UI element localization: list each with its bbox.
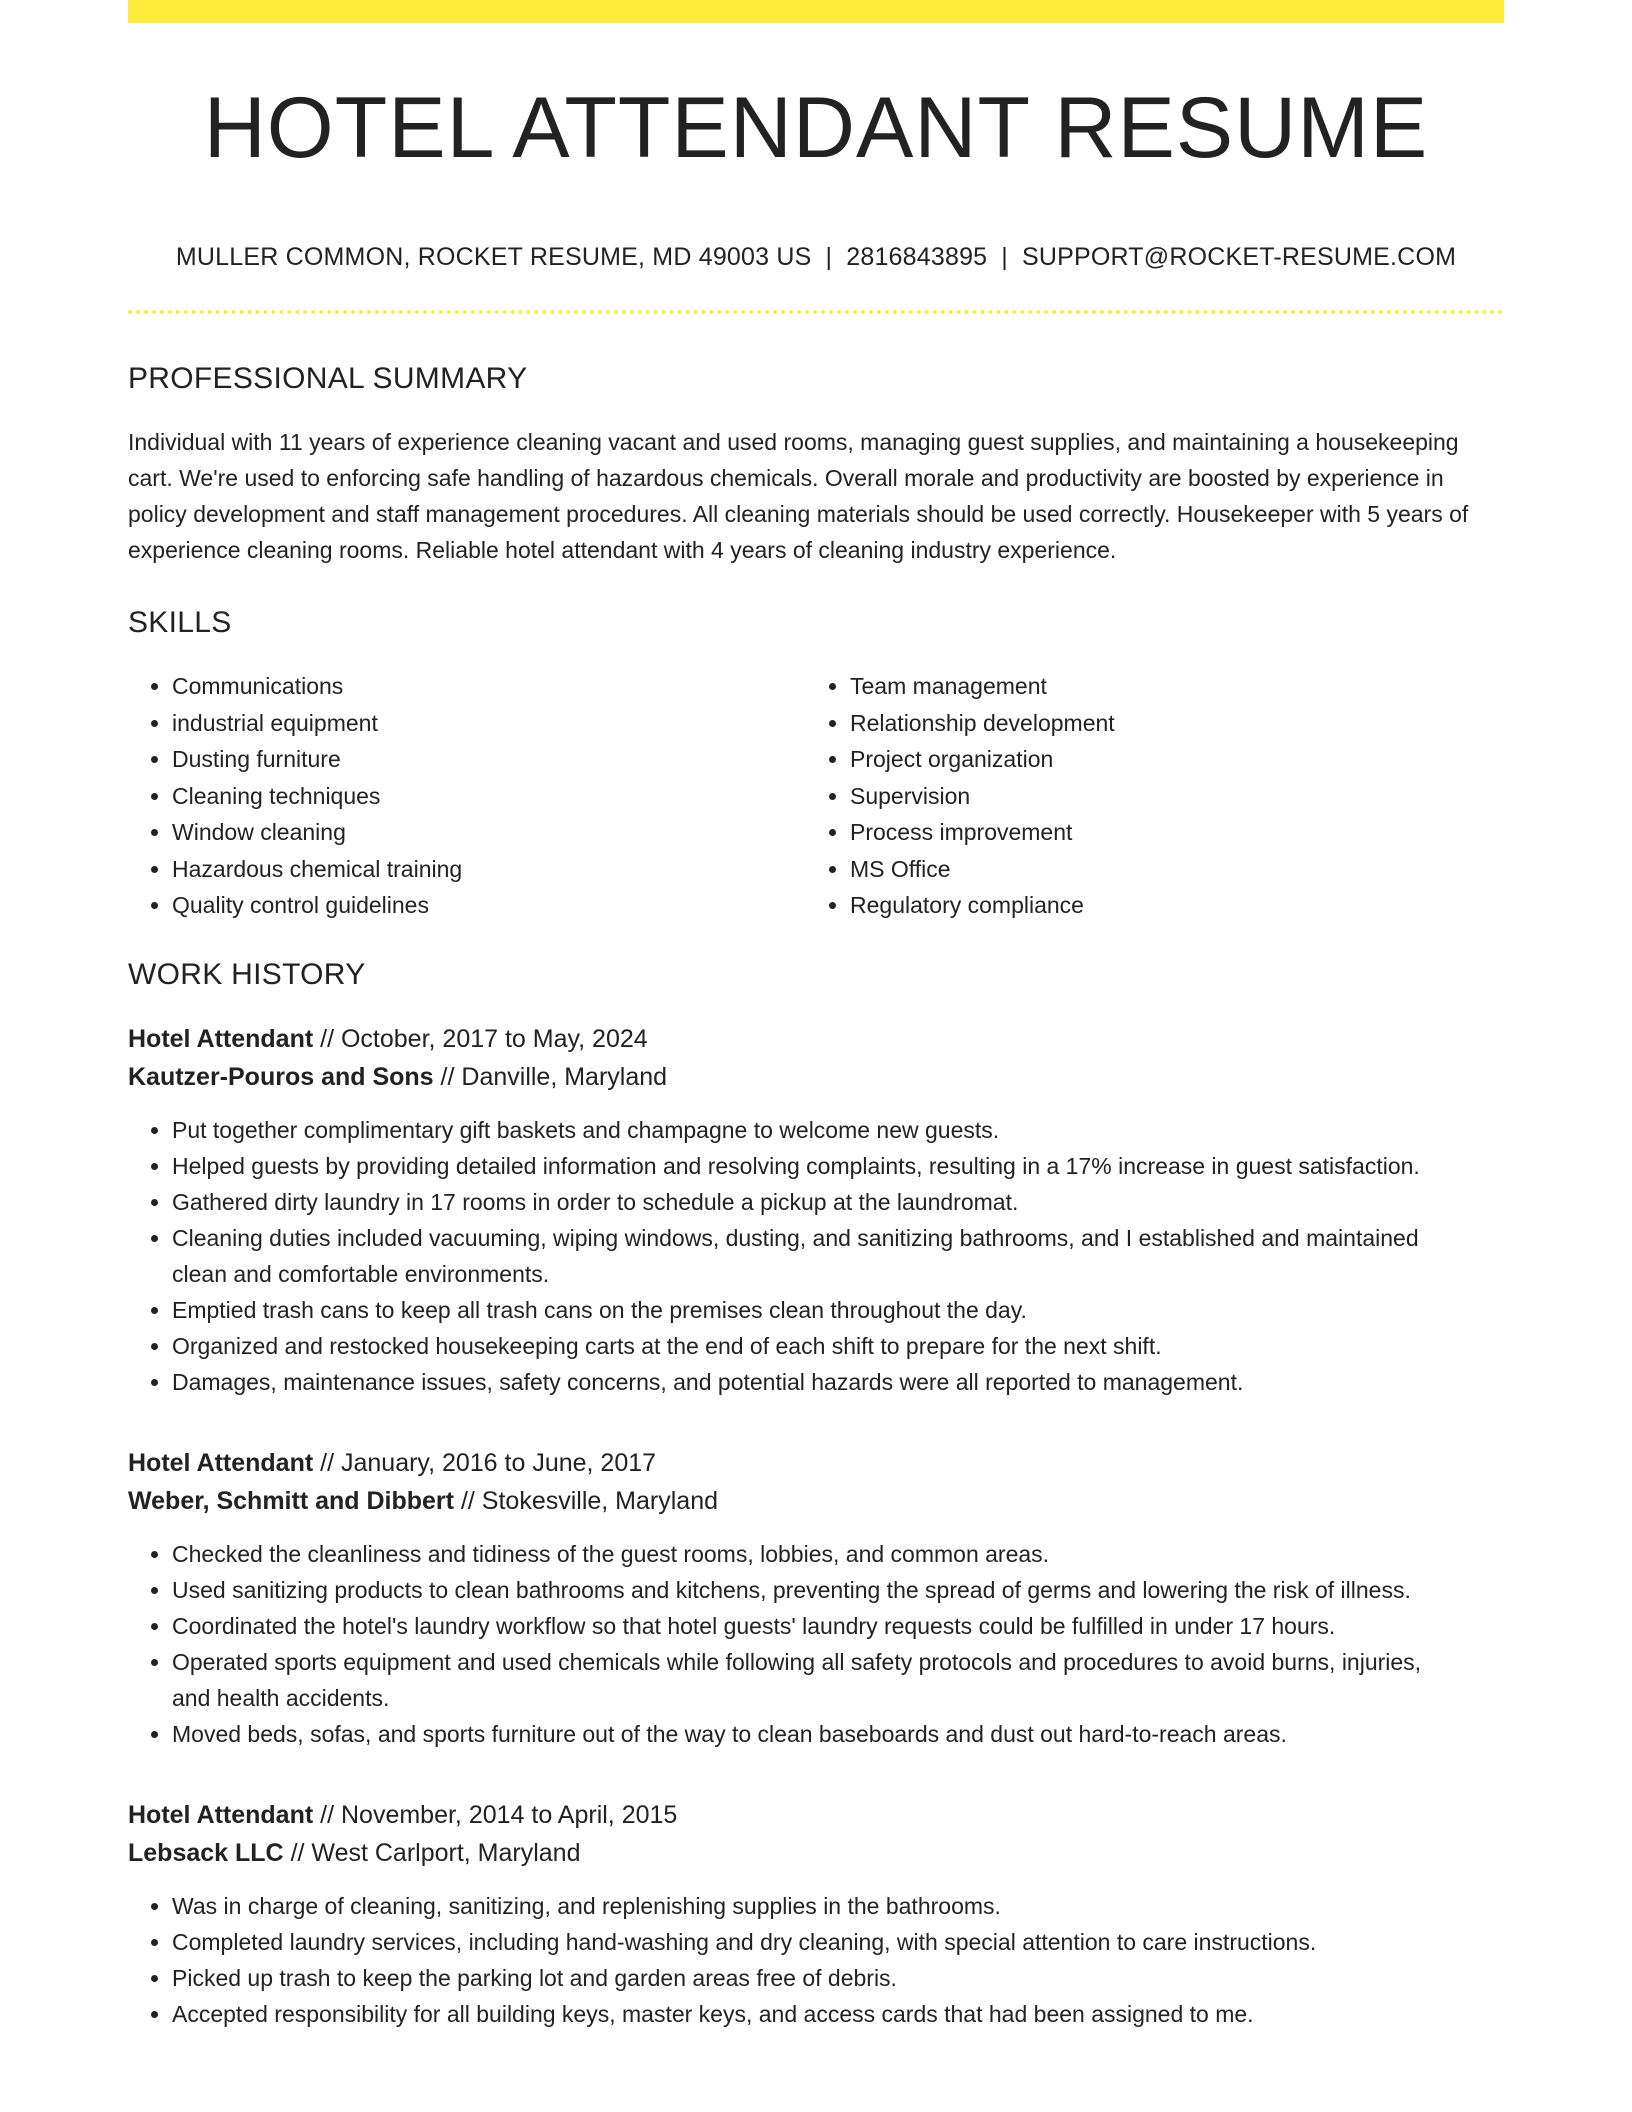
job-duties-list — [128, 1536, 1504, 1752]
job-duties-list — [128, 1888, 1504, 2032]
job-separator: // — [440, 1062, 455, 1091]
job-company-line — [128, 1482, 1504, 1520]
job-dates: October, 2017 to May, 2024 — [340, 1024, 648, 1053]
job-company: Lebsack LLC — [128, 1838, 284, 1867]
job-title-line — [128, 1020, 1504, 1058]
job-dates: November, 2014 to April, 2015 — [340, 1800, 678, 1829]
contact-phone: 2816843895 — [846, 243, 988, 271]
job-title-line — [128, 1444, 1504, 1482]
skill-item: • Quality control guidelines — [172, 887, 806, 924]
job-separator: // — [290, 1838, 305, 1867]
skill-item: • Regulatory compliance — [850, 887, 1484, 924]
job-company-line — [128, 1058, 1504, 1096]
job-duties-list — [128, 1112, 1504, 1400]
job-duty: • Emptied trash cans to keep all trash cans on the premises clean throughout the day. — [172, 1292, 1504, 1328]
job-duty: • Put together complimentary gift baskets and champagne to welcome new guests. — [172, 1112, 1504, 1148]
skill-item: • Relationship development — [850, 705, 1484, 742]
accent-top-bar — [128, 0, 1504, 23]
job-duty: • Operated sports equipment and used chemicals while following all safety protocols and procedures to avoid burns, injuries, and health accidents. — [172, 1644, 1504, 1716]
job-duty: • Coordinated the hotel's laundry workflow so that hotel guests' laundry requests could be fulfilled in under 17 hours. — [172, 1608, 1504, 1644]
summary-heading: PROFESSIONAL SUMMARY — [128, 362, 528, 395]
job-dates: January, 2016 to June, 2017 — [340, 1448, 657, 1477]
job-title: Hotel Attendant — [128, 1024, 314, 1053]
resume-title: HOTEL ATTENDANT RESUME — [203, 80, 1429, 176]
skills-heading: SKILLS — [128, 606, 232, 639]
skill-item: • Supervision — [850, 778, 1484, 815]
job-duty: • Used sanitizing products to clean bathrooms and kitchens, preventing the spread of germs and lowering the risk of illness. — [172, 1572, 1504, 1608]
job-entry — [128, 1796, 1504, 2032]
job-location: Danville, Maryland — [461, 1062, 668, 1091]
job-separator: // — [320, 1024, 335, 1053]
dotted-divider — [128, 310, 1504, 314]
job-title: Hotel Attendant — [128, 1448, 314, 1477]
job-duty: • Organized and restocked housekeeping carts at the end of each shift to prepare for the next shift. — [172, 1328, 1504, 1364]
contact-line — [128, 243, 1504, 272]
job-separator: // — [320, 1448, 335, 1477]
job-location: Stokesville, Maryland — [481, 1486, 719, 1515]
job-company: Kautzer-Pouros and Sons — [128, 1062, 434, 1091]
contact-email: SUPPORT@ROCKET-RESUME.COM — [1021, 243, 1457, 271]
job-duty: • Accepted responsibility for all building keys, master keys, and access cards that had been assigned to me. — [172, 1996, 1504, 2032]
skills-list-right — [806, 668, 1484, 924]
skill-item: • Project organization — [850, 741, 1484, 778]
job-duty: • Was in charge of cleaning, sanitizing, and replenishing supplies in the bathrooms. — [172, 1888, 1504, 1924]
skills-list-left — [128, 668, 806, 924]
contact-address: MULLER COMMON, ROCKET RESUME, MD 49003 US — [175, 243, 812, 271]
job-entry — [128, 1020, 1504, 1400]
job-duty: • Gathered dirty laundry in 17 rooms in order to schedule a pickup at the laundromat. — [172, 1184, 1504, 1220]
job-title-line — [128, 1796, 1504, 1834]
job-duty: • Picked up trash to keep the parking lot and garden areas free of debris. — [172, 1960, 1504, 1996]
job-company-line — [128, 1834, 1504, 1872]
skill-item: • MS Office — [850, 851, 1484, 888]
job-company: Weber, Schmitt and Dibbert — [128, 1486, 454, 1515]
summary-text: Individual with 11 years of experience cleaning vacant and used rooms, managing guest supplies, and maintaining a housekeeping cart. We're used to enforcing safe handling of hazardous chemicals. Overall morale and productivity are boosted by experience in policy development and staff management procedures. All cleaning materials should be used correctly. Housekeeper with 5 years of experience cleaning rooms. Reliable hotel attendant with 4 years of cleaning industry experience. — [128, 429, 1469, 563]
job-separator: // — [320, 1800, 335, 1829]
skill-item: • Hazardous chemical training — [172, 851, 806, 888]
job-title: Hotel Attendant — [128, 1800, 314, 1829]
job-separator: // — [460, 1486, 475, 1515]
job-location: West Carlport, Maryland — [311, 1838, 581, 1867]
contact-separator: | — [1001, 243, 1008, 271]
skill-item: • Window cleaning — [172, 814, 806, 851]
skill-item: • Process improvement — [850, 814, 1484, 851]
job-duty: • Moved beds, sofas, and sports furniture out of the way to clean baseboards and dust out hard-to-reach areas. — [172, 1716, 1504, 1752]
job-duty: • Cleaning duties included vacuuming, wiping windows, dusting, and sanitizing bathrooms, and I established and maintained clean and comfortable environments. — [172, 1220, 1504, 1292]
skill-item: • Communications — [172, 668, 806, 705]
skill-item: • Dusting furniture — [172, 741, 806, 778]
job-entry — [128, 1444, 1504, 1752]
job-duty: • Completed laundry services, including hand-washing and dry cleaning, with special attention to care instructions. — [172, 1924, 1504, 1960]
skill-item: • industrial equipment — [172, 705, 806, 742]
job-duty: • Helped guests by providing detailed information and resolving complaints, resulting in a 17% increase in guest satisfaction. — [172, 1148, 1504, 1184]
skills-grid — [128, 668, 1504, 924]
resume-page — [128, 0, 1504, 2032]
contact-separator: | — [825, 243, 833, 271]
skill-item: • Cleaning techniques — [172, 778, 806, 815]
skill-item: • Team management — [850, 668, 1484, 705]
work-history-heading: WORK HISTORY — [128, 957, 366, 991]
job-duty: • Damages, maintenance issues, safety concerns, and potential hazards were all reported to management. — [172, 1364, 1504, 1400]
job-duty: • Checked the cleanliness and tidiness of the guest rooms, lobbies, and common areas. — [172, 1536, 1504, 1572]
